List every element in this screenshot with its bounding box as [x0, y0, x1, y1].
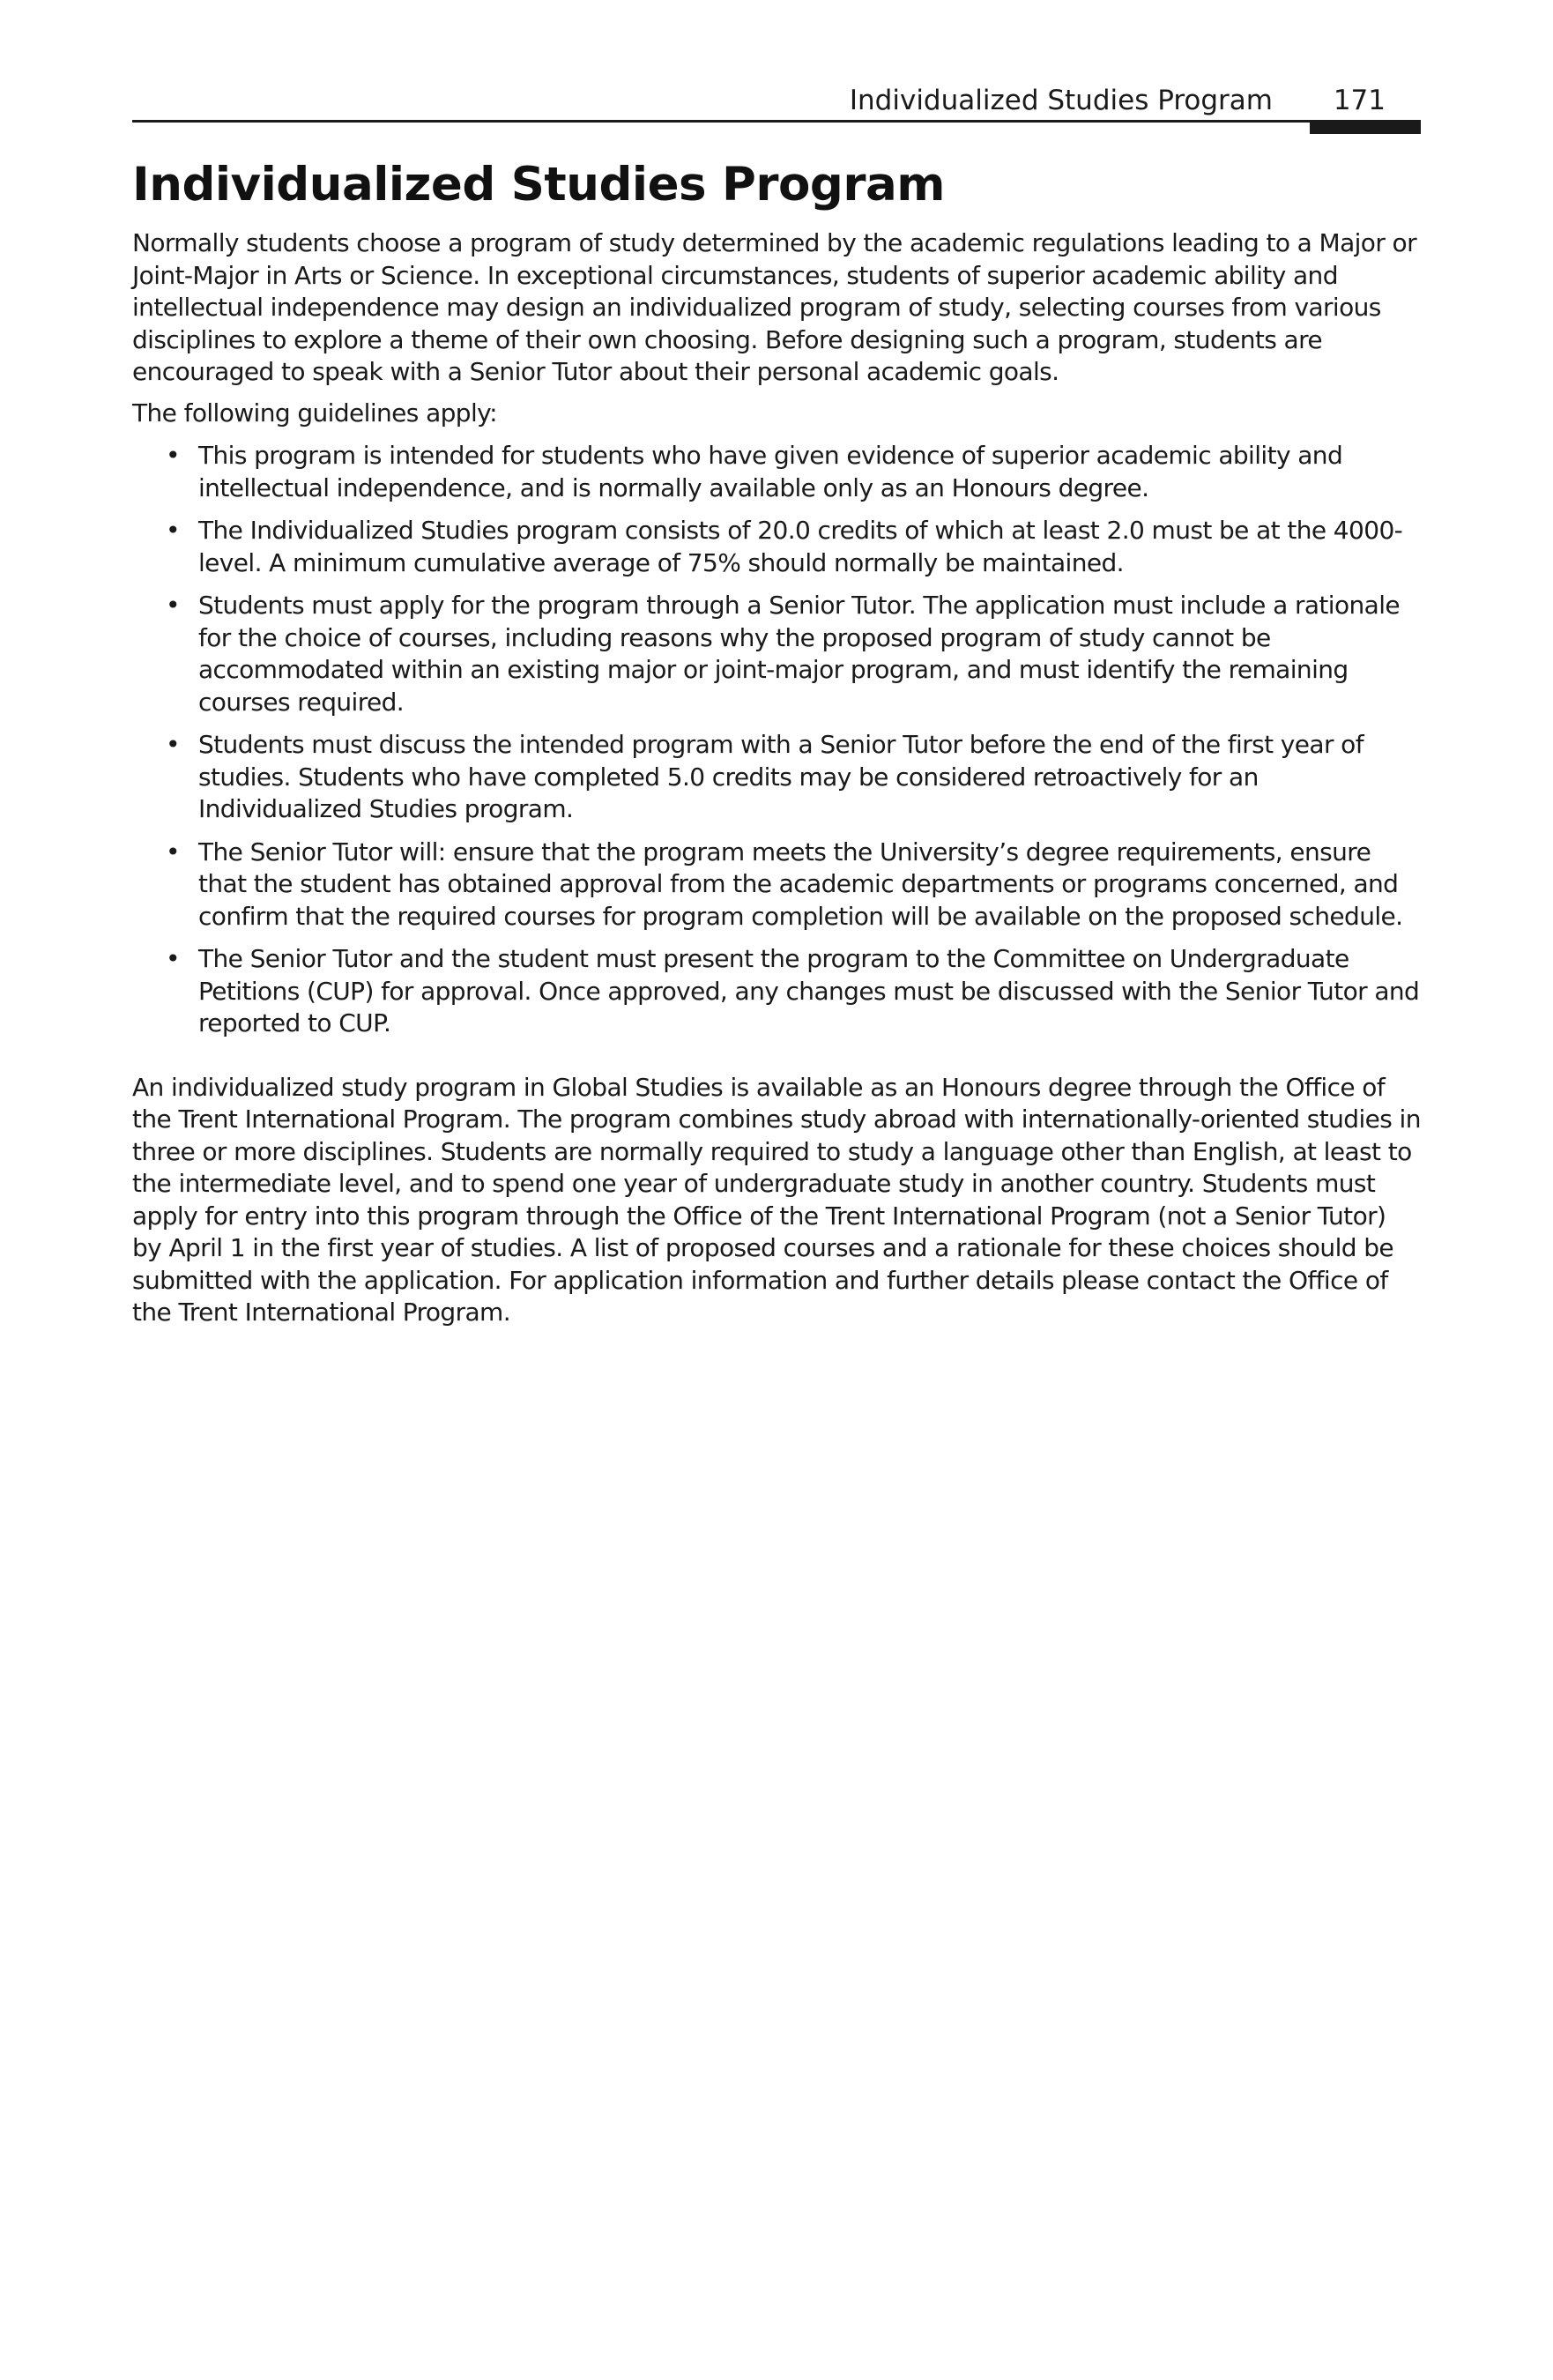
body-content [132, 227, 1421, 1329]
header-rule [132, 120, 1421, 123]
list-item-text: Students must discuss the intended program with a Senior Tutor before the end of the first year of studies. Students who have completed 5.0 credits may be considered retroactively for an Individualized Studies program. [198, 730, 1364, 823]
running-header [132, 81, 1421, 123]
bullet-icon: • [166, 944, 180, 973]
header-tab-marker [1310, 120, 1421, 134]
bullet-icon: • [166, 441, 180, 470]
global-studies-paragraph: An individualized study program in Global Studies is available as an Honours degree through the Office of the Trent International Program. The program combines study abroad with internationally-oriented studies in three or more disciplines. Students are normally required to study a language other than English, at least to the intermediate level, and to spend one year of undergraduate study in another country. Students must apply for entry into this program through the Office of the Trent International Program (not a Senior Tutor) by April 1 in the first year of studies. A list of proposed courses and a rationale for these choices should be submitted with the application. For application information and further details please contact the Office of the Trent International Program. [132, 1072, 1421, 1327]
list-item-text: The Senior Tutor and the student must present the program to the Committee on Undergraduate Petitions (CUP) for approval. Once approved, any changes must be discussed with the Senior Tutor and reported to CUP. [198, 944, 1420, 1038]
list-item-text: The Senior Tutor will: ensure that the program meets the University’s degree requirements, ensure that the student has obtained approval from the academic departments or programs concerned, and confirm that the required courses for program completion will be available on the proposed schedule. [198, 837, 1403, 931]
list-item-text: The Individualized Studies program consists of 20.0 credits of which at least 2.0 must be at the 4000-level. A minimum cumulative average of 75% should normally be maintained. [198, 516, 1403, 577]
list-item [132, 440, 1421, 504]
list-item [132, 943, 1421, 1040]
bullet-icon: • [166, 730, 180, 759]
list-item [132, 837, 1421, 933]
list-item [132, 729, 1421, 826]
list-item [132, 515, 1421, 579]
running-title: Individualized Studies Program [849, 85, 1273, 116]
bullet-icon: • [166, 837, 180, 866]
page-title: Individualized Studies Program [132, 158, 945, 212]
bullet-icon: • [166, 516, 180, 545]
guidelines-lead: The following guidelines apply: [132, 398, 497, 428]
list-item-text: This program is intended for students who have given evidence of superior academic ability and intellectual independence, and is normally available only as an Honours degree. [198, 441, 1343, 502]
bullet-icon: • [166, 591, 180, 620]
list-item [132, 590, 1421, 718]
page-number: 171 [1333, 85, 1386, 116]
intro-paragraph: Normally students choose a program of study determined by the academic regulations leading to a Major or Joint-Major in Arts or Science. In exceptional circumstances, students of superior academic ability and intellectual independence may design an individualized program of study, selecting courses from various disciplines to explore a theme of their own choosing. Before designing such a program, students are encouraged to speak with a Senior Tutor about their personal academic goals. [132, 228, 1416, 386]
guidelines-list [132, 440, 1421, 1040]
list-item-text: Students must apply for the program through a Senior Tutor. The application must include a rationale for the choice of courses, including reasons why the proposed program of study cannot be accommodated within an existing major or joint-major program, and must identify the remaining courses required. [198, 591, 1401, 717]
